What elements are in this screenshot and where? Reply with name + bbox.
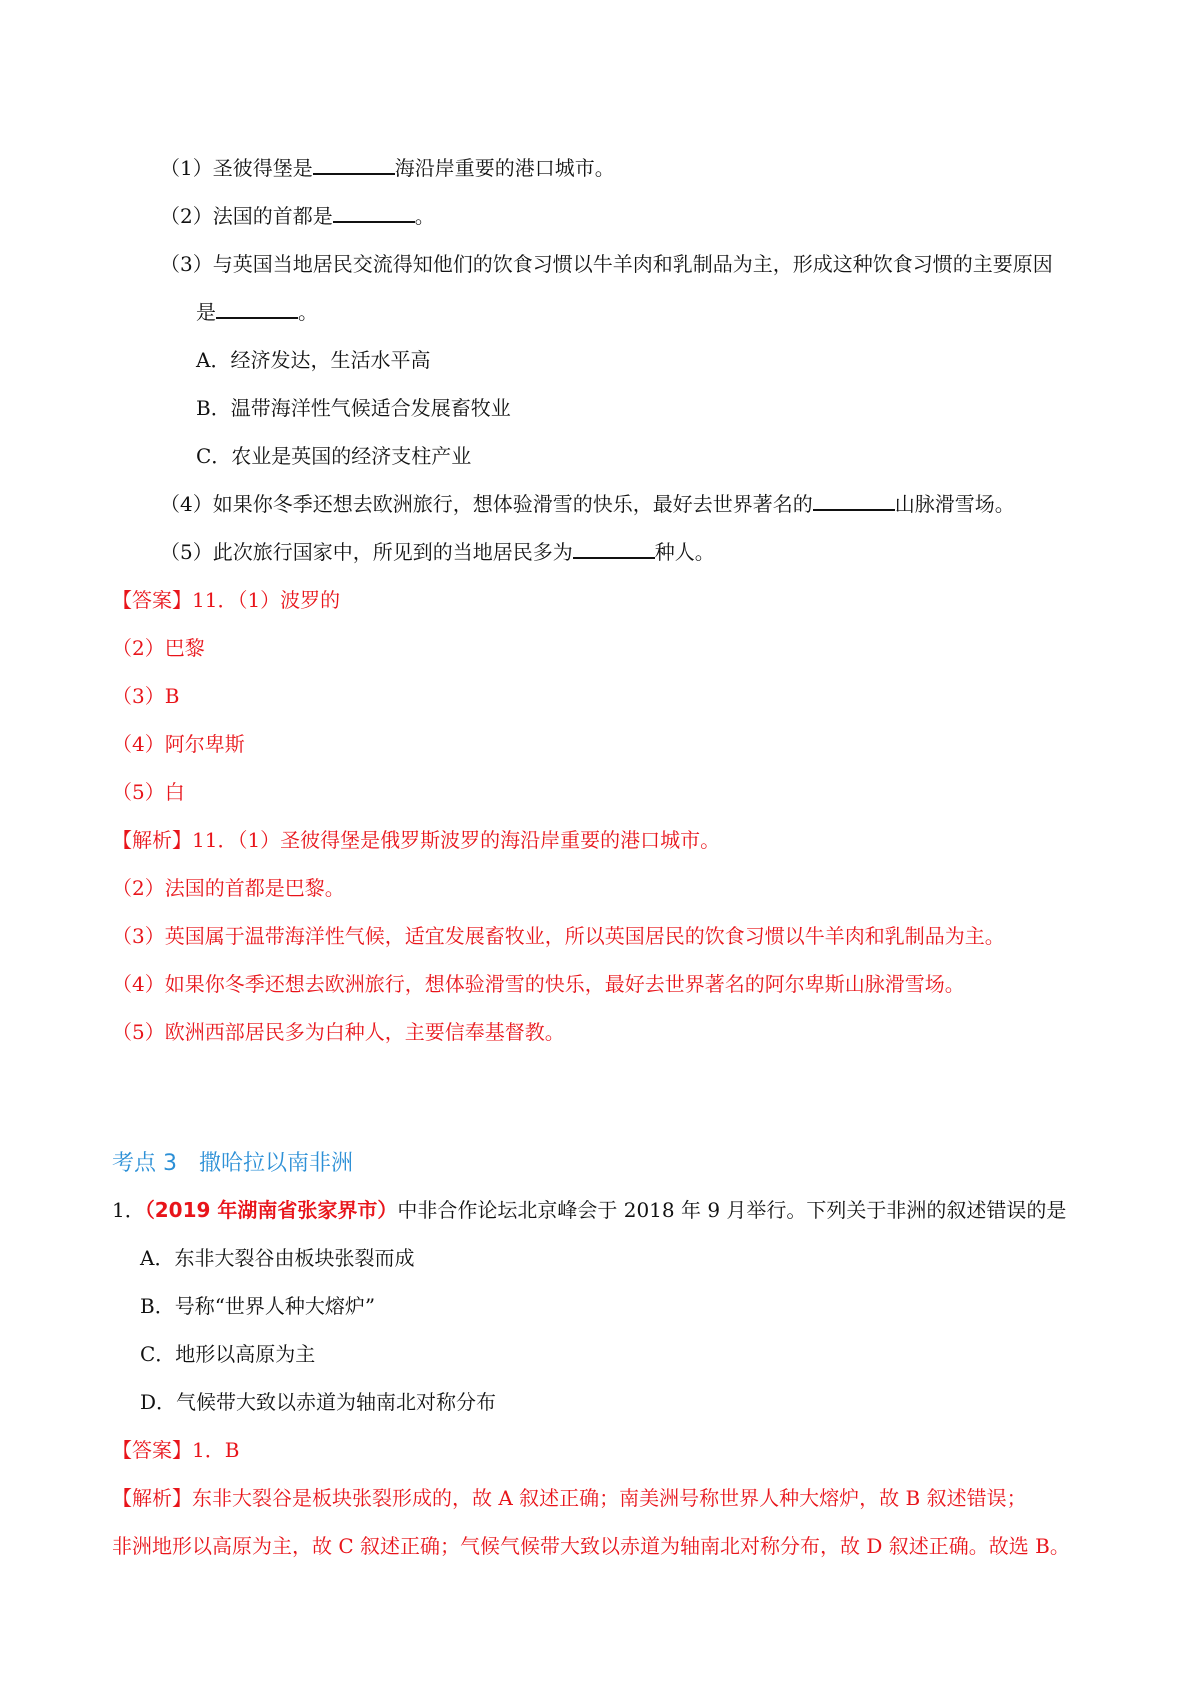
- question-4: （4）如果你冬季还想去欧洲旅行，想体验滑雪的快乐，最好去世界著名的 山脉滑雪场。: [160, 492, 1015, 516]
- answer-line: 【答案】11．（1）波罗的: [112, 588, 341, 612]
- problem-source: （2019 年湖南省张家界市）: [144, 1198, 398, 1222]
- analysis-line: （4）如果你冬季还想去欧洲旅行，想体验滑雪的快乐，最好去世界著名的阿尔卑斯山脉滑雪场。: [112, 972, 965, 996]
- answer-line: （4）阿尔卑斯: [112, 732, 245, 756]
- answer-line: （5）白: [112, 780, 185, 804]
- problem-option-c: C．地形以高原为主: [140, 1342, 316, 1366]
- answer-line: （3）B: [112, 684, 180, 708]
- question-3-line2: 是 。: [196, 300, 318, 324]
- analysis-line: 【解析】11．（1）圣彼得堡是俄罗斯波罗的海沿岸重要的港口城市。: [112, 828, 721, 852]
- problem-answer: 【答案】1．B: [112, 1438, 240, 1462]
- option-b: B．温带海洋性气候适合发展畜牧业: [196, 396, 511, 420]
- option-c: C．农业是英国的经济支柱产业: [196, 444, 472, 468]
- answer-blank: [216, 299, 298, 319]
- answer-blank: [813, 491, 895, 511]
- answer-line: （2）巴黎: [112, 636, 205, 660]
- question-1: （1）圣彼得堡是 海沿岸重要的港口城市。: [160, 156, 615, 180]
- answer-blank: [333, 203, 415, 223]
- answer-blank: [573, 539, 655, 559]
- question-5: （5）此次旅行国家中，所见到的当地居民多为 种人。: [160, 540, 715, 564]
- problem-analysis-line1: 【解析】东非大裂谷是板块张裂形成的，故 A 叙述正确；南美洲号称世界人种大熔炉，故 B 叙述错误；: [112, 1486, 1027, 1510]
- problem-analysis-line2: 非洲地形以高原为主，故 C 叙述正确；气候气候带大致以赤道为轴南北对称分布，故 D 叙述正确。故选 B。: [112, 1534, 1070, 1558]
- answer-blank: [313, 155, 395, 175]
- problem-option-b: B．号称“世界人种大熔炉”: [140, 1294, 376, 1318]
- problem-option-d: D．气候带大致以赤道为轴南北对称分布: [140, 1390, 497, 1414]
- section-heading: 考点 3 撒哈拉以南非洲: [112, 1151, 353, 1176]
- question-2: （2）法国的首都是 。: [160, 204, 435, 228]
- question-3-line1: （3）与英国当地居民交流得知他们的饮食习惯以牛羊肉和乳制品为主，形成这种饮食习惯的主要原因: [160, 252, 1053, 276]
- problem-stem: 1．（2019 年湖南省张家界市）中非合作论坛北京峰会于 2018 年 9 月举行。下列关于非洲的叙述错误的是: [112, 1198, 1067, 1222]
- problem-option-a: A．东非大裂谷由板块张裂而成: [140, 1246, 415, 1270]
- analysis-line: （2）法国的首都是巴黎。: [112, 876, 345, 900]
- analysis-line: （3）英国属于温带海洋性气候，适宜发展畜牧业，所以英国居民的饮食习惯以牛羊肉和乳制品为主。: [112, 924, 1005, 948]
- analysis-line: （5）欧洲西部居民多为白种人，主要信奉基督教。: [112, 1020, 565, 1044]
- option-a: A．经济发达，生活水平高: [196, 348, 431, 372]
